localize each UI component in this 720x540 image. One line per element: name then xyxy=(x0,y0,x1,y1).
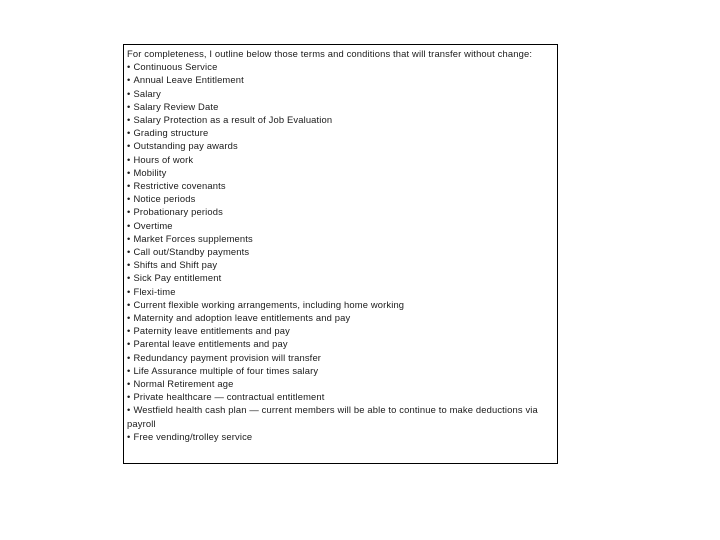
bullet-icon: • xyxy=(127,61,131,73)
list-item xyxy=(127,179,554,192)
list-item-text: Paternity leave entitlements and pay xyxy=(133,325,290,337)
list-item-text: Call out/Standby payments xyxy=(133,246,250,258)
bullet-icon: • xyxy=(127,259,131,271)
bullet-icon: • xyxy=(127,180,131,192)
list-item-text: Shifts and Shift pay xyxy=(133,259,218,271)
list-item xyxy=(127,258,554,271)
bullet-icon: • xyxy=(127,232,131,244)
list-item-text: Maternity and adoption leave entitlements and pay xyxy=(133,312,351,324)
list-item xyxy=(127,60,554,73)
bullet-icon: • xyxy=(127,430,131,442)
list-item-text: Salary xyxy=(133,87,161,99)
list-item xyxy=(127,271,554,284)
list-item xyxy=(127,139,554,152)
bullet-icon: • xyxy=(127,140,131,152)
bullet-icon: • xyxy=(127,74,131,86)
bullet-icon: • xyxy=(127,127,131,139)
list-item xyxy=(127,364,554,377)
list-item xyxy=(127,390,554,403)
list-item xyxy=(127,245,554,258)
list-item-text: Outstanding pay awards xyxy=(133,140,238,152)
list-item-text: Restrictive covenants xyxy=(133,180,226,192)
list-item-text: Salary Protection as a result of Job Evaluation xyxy=(133,114,333,126)
list-item-text: Life Assurance multiple of four times salary xyxy=(133,364,319,376)
list-item-text: Probationary periods xyxy=(133,206,223,218)
bullet-icon: • xyxy=(127,272,131,284)
list-item xyxy=(127,311,554,324)
list-item-text: Free vending/trolley service xyxy=(133,430,253,442)
intro-paragraph: For completeness, I outline below those terms and conditions that will transfer without change: xyxy=(127,48,533,59)
list-item xyxy=(127,403,554,429)
bullet-icon: • xyxy=(127,153,131,165)
list-item-text: Hours of work xyxy=(133,153,194,165)
list-item xyxy=(127,192,554,205)
bullet-icon: • xyxy=(127,87,131,99)
bullet-icon: • xyxy=(127,338,131,350)
list-item-text: Normal Retirement age xyxy=(133,378,234,390)
list-item-text: Westfield health cash plan — current members will be able to continue to make deductions via payroll xyxy=(127,404,538,429)
bullet-icon: • xyxy=(127,298,131,310)
list-item xyxy=(127,430,554,443)
list-item-text: Current flexible working arrangements, including home working xyxy=(133,298,405,310)
list-item xyxy=(127,324,554,337)
list-item xyxy=(127,100,554,113)
list-item-text: Market Forces supplements xyxy=(133,232,253,244)
list-item-text: Mobility xyxy=(133,166,167,178)
list-item-text: Annual Leave Entitlement xyxy=(133,74,244,86)
list-item-text: Private healthcare — contractual entitlement xyxy=(133,391,325,403)
bullet-icon: • xyxy=(127,404,131,416)
list-item-text: Overtime xyxy=(133,219,173,231)
list-item xyxy=(127,113,554,126)
list-item xyxy=(127,205,554,218)
bullet-icon: • xyxy=(127,391,131,403)
bullet-icon: • xyxy=(127,206,131,218)
list-item xyxy=(127,153,554,166)
terms-text-box xyxy=(123,44,558,464)
bullet-icon: • xyxy=(127,285,131,297)
list-item xyxy=(127,337,554,350)
list-item-text: Salary Review Date xyxy=(133,100,219,112)
terms-list xyxy=(127,60,554,443)
bullet-icon: • xyxy=(127,364,131,376)
list-item xyxy=(127,232,554,245)
bullet-icon: • xyxy=(127,166,131,178)
list-item-text: Sick Pay entitlement xyxy=(133,272,222,284)
list-item xyxy=(127,219,554,232)
list-item xyxy=(127,166,554,179)
bullet-icon: • xyxy=(127,100,131,112)
bullet-icon: • xyxy=(127,246,131,258)
bullet-icon: • xyxy=(127,114,131,126)
list-item-text: Grading structure xyxy=(133,127,209,139)
list-item-text: Parental leave entitlements and pay xyxy=(133,338,288,350)
list-item-text: Redundancy payment provision will transfer xyxy=(133,351,322,363)
list-item xyxy=(127,351,554,364)
list-item xyxy=(127,87,554,100)
bullet-icon: • xyxy=(127,219,131,231)
bullet-icon: • xyxy=(127,193,131,205)
bullet-icon: • xyxy=(127,312,131,324)
list-item xyxy=(127,298,554,311)
list-item xyxy=(127,126,554,139)
bullet-icon: • xyxy=(127,378,131,390)
list-item-text: Continuous Service xyxy=(133,61,218,73)
list-item-text: Notice periods xyxy=(133,193,196,205)
list-item-text: Flexi-time xyxy=(133,285,176,297)
list-item xyxy=(127,285,554,298)
list-item xyxy=(127,73,554,86)
bullet-icon: • xyxy=(127,325,131,337)
list-item xyxy=(127,377,554,390)
bullet-icon: • xyxy=(127,351,131,363)
